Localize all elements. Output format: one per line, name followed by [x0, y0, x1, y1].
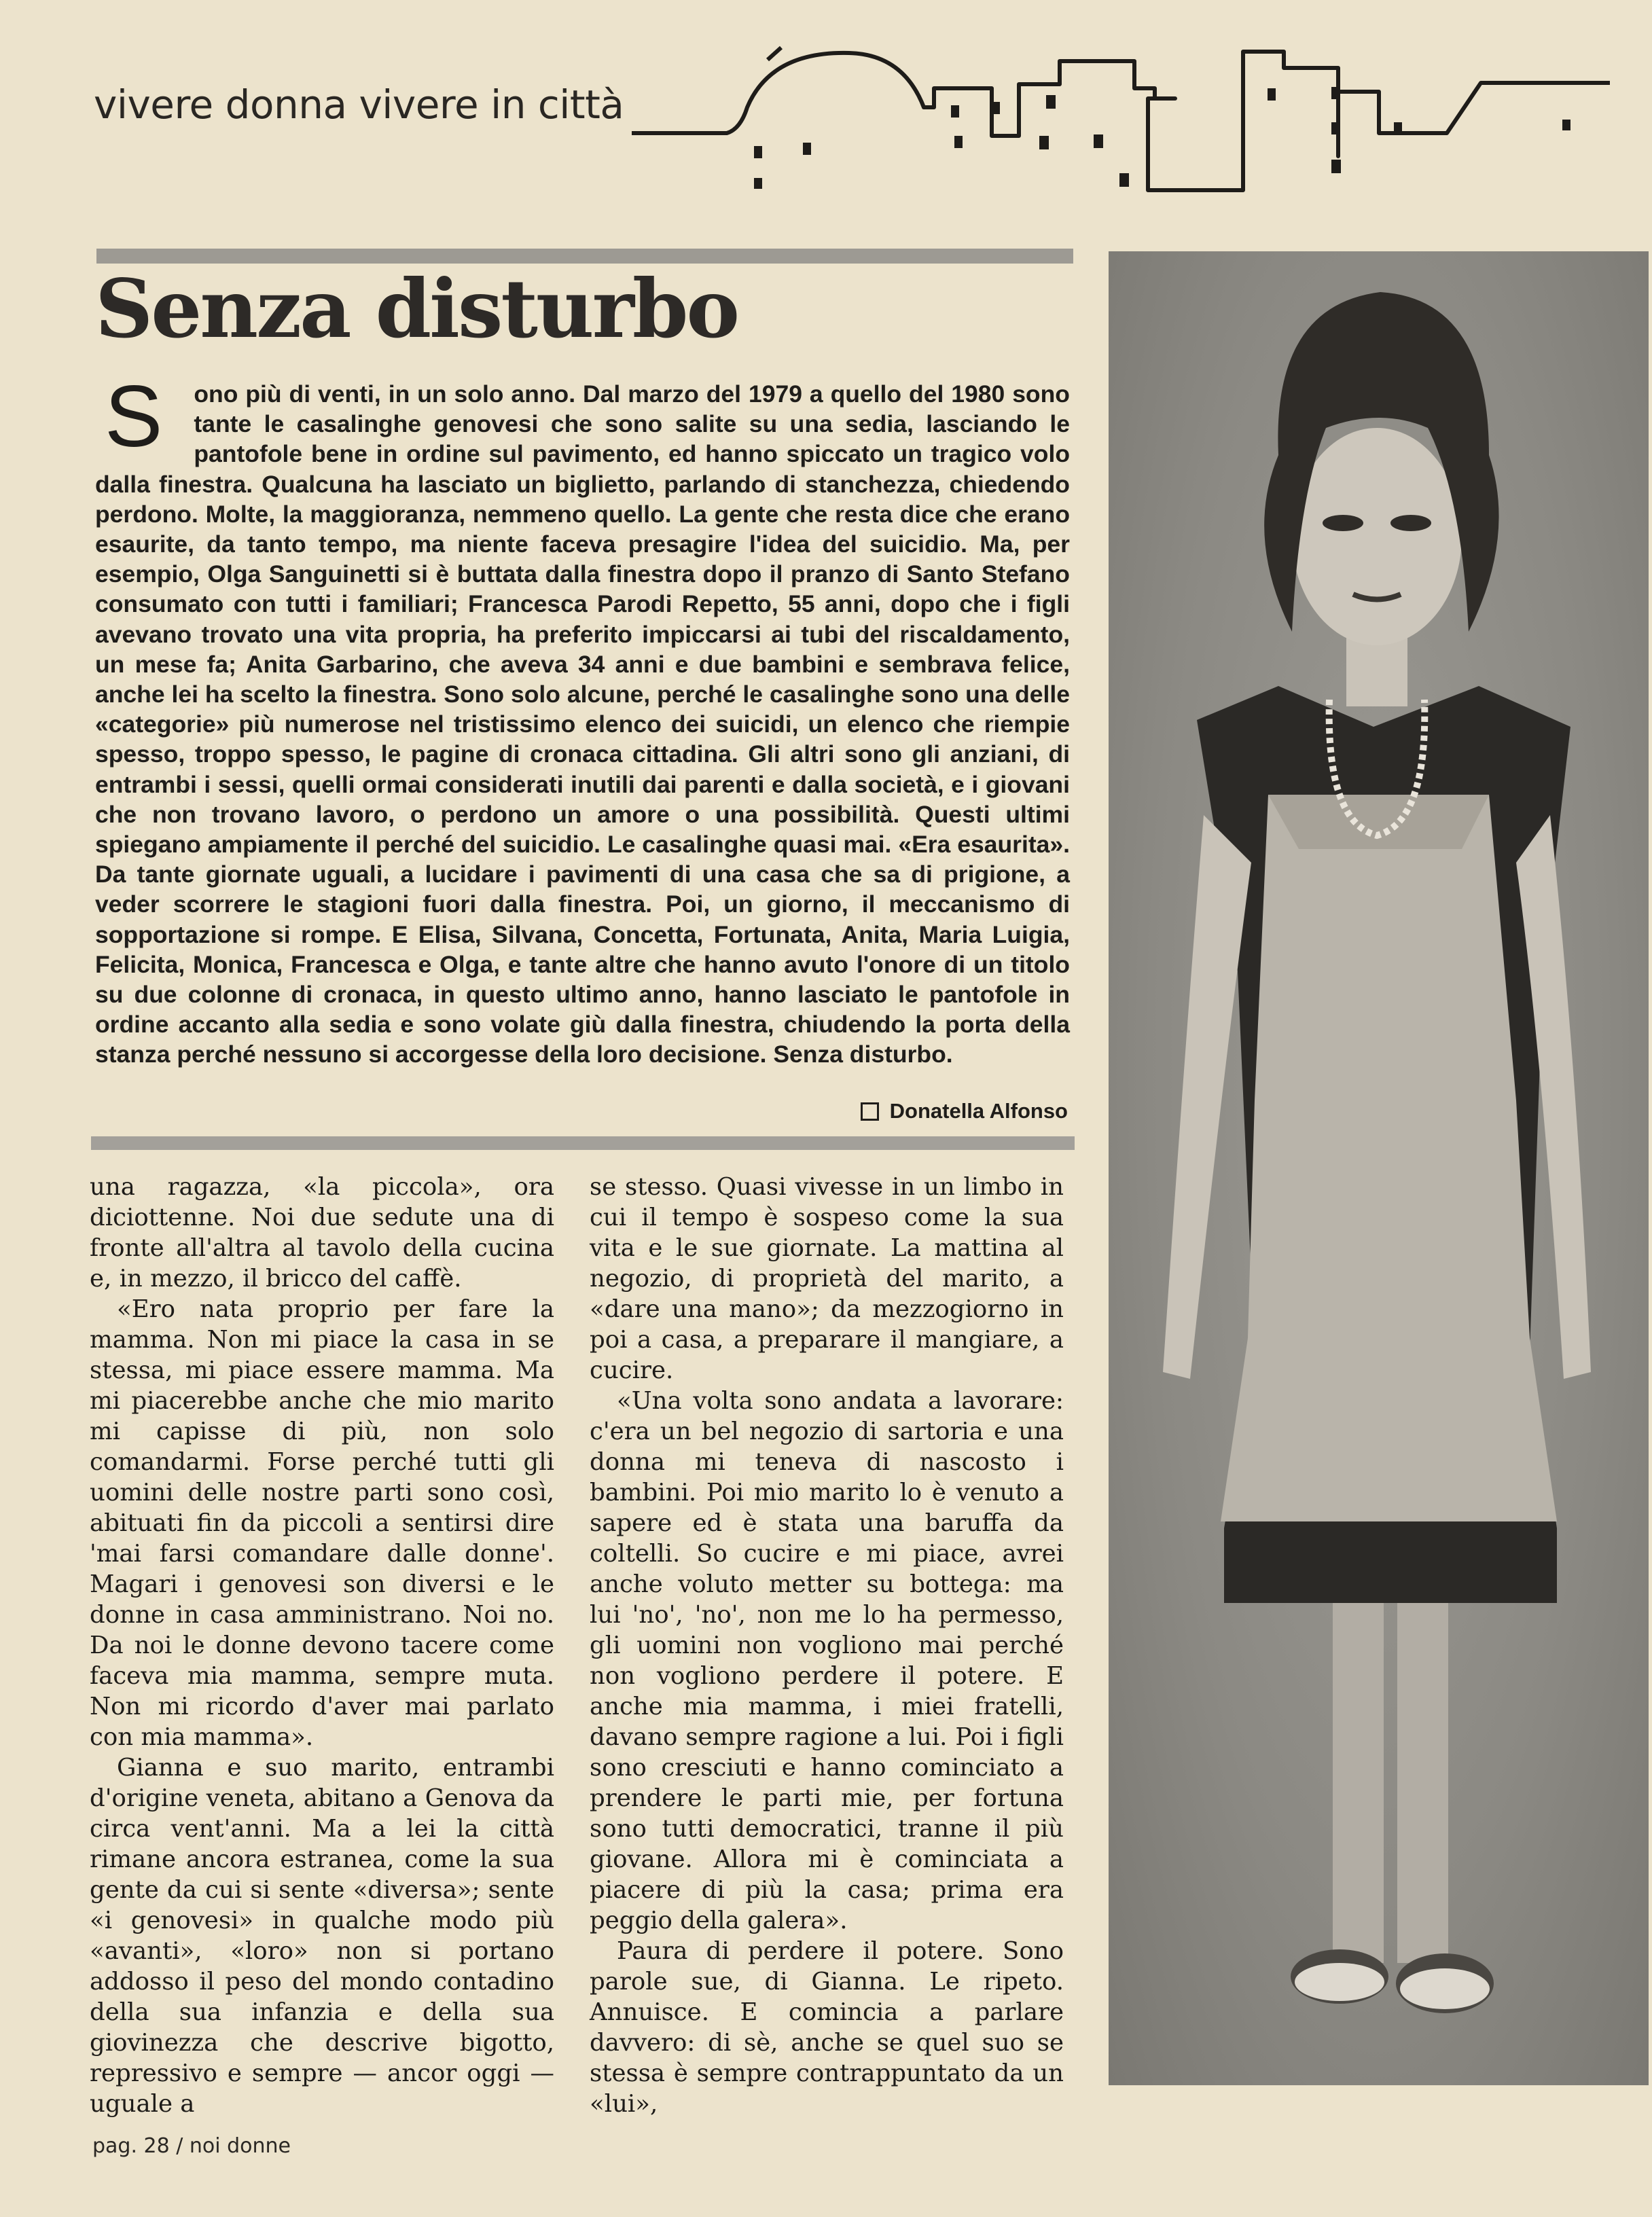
article-intro [95, 368, 1070, 1070]
body-column-1 [90, 1172, 554, 2119]
author-byline [861, 1099, 1068, 1123]
middle-divider [91, 1136, 1075, 1150]
paragraph: se stesso. Quasi vivesse in un limbo in cui il tempo è sospeso come la sua vita e le sue giornate. La mattina al negozio, di proprietà del marito, a «dare una mano»; da mezzogiorno in poi a casa, a preparare il mangiare, a cucire. [590, 1173, 1064, 1384]
intro-text: ono più di venti, in un solo anno. Dal marzo del 1979 a quello del 1980 sono tante le casalinghe genovesi che sono salite su una sedia, lasciando le pantofole bene in ordine sul pavimento, ed hanno spiccato un tragico volo dalla finestra. Qualcuna ha lasciato un biglietto, parlando di stanchezza, chiedendo perdono. Molte, la maggioranza, nemmeno quello. La gente che resta dice che erano esaurite, da tanto tempo, ma niente faceva presagire l'idea del suicidio. Ma, per esempio, Olga Sanguinetti si è buttata dalla finestra dopo il pranzo di Santo Stefano consumato con tutti i familiari; Francesca Parodi Repetto, 55 anni, dopo che i figli avevano trovato una vita propria, ha preferito impiccarsi ai tubi del riscaldamento, un mese fa; Anita Garbarino, che aveva 34 anni e due bambini e sembrava felice, anche lei ha scelto la finestra. Sono solo alcune, perché le casalinghe sono una delle «categorie» più numerose nel tristissimo elenco dei suicidi, un elenco che riempie spesso, troppo spesso, le pagine di cronaca cittadina. Gli altri sono gli anziani, di entrambi i sessi, quelli ormai considerati inutili dai parenti e dalla società, e i giovani che non trovano lavoro, o perdono un amore o una possibilità. Questi ultimi spiegano ampiamente il perché del suicidio. Le casalinghe quasi mai. «Era esaurita». Da tante giornate uguali, a lucidare i pavimenti di una casa che sa di prigione, a veder scorrere le stagioni fuori dalla finestra. Poi, un giorno, il meccanismo di sopportazione si rompe. E Elisa, Silvana, Concetta, Fortunata, Anita, Maria Luigia, Felicita, Monica, Francesca e Olga, e tante altre che hanno avuto l'onore di un titolo su due colonne di cronaca, in questo ultimo anno, hanno lasciato le pantofole in ordine accanto alla sedia e sono volate giù dalla finestra, chiudendo la porta della stanza perché nessuno si accorgesse della loro decisione. Senza disturbo. [95, 380, 1070, 1068]
paragraph: una ragazza, «la piccola», ora diciottenne. Noi due sedute una di fronte all'altra al tavolo della cucina e, in mezzo, il bricco del caffè. [90, 1173, 554, 1293]
article-headline: Senza disturbo [95, 262, 738, 356]
author-name: Donatella Alfonso [889, 1099, 1068, 1123]
page-footer: pag. 28 / noi donne [92, 2134, 291, 2158]
city-skyline-logo [632, 27, 1610, 204]
paragraph: «Ero nata proprio per fare la mamma. Non mi piace la casa in se stessa, mi piace essere mamma. Ma mi piacerebbe anche che mio marito mi capisse di più, non solo comandarmi. Forse perché tutti gli uomini delle nostre parti sono così, abituati fin da piccoli a sentirsi dire 'mai farsi comandare dalle donne'. Magari i genovesi son diversi e le donne in casa amministrano. Noi no. Da noi le donne devono tacere come faceva mia mamma, sempre muta. Non mi ricordo d'aver mai parlato con mia mamma». [90, 1295, 554, 1751]
woman-in-apron-photo [1109, 251, 1649, 2085]
section-title: vivere donna vivere in città [94, 82, 624, 128]
paragraph: «Una volta sono andata a lavorare: c'era un bel negozio di sartoria e una donna mi teneva di nascosto i bambini. Poi mio marito lo è venuto a sapere ed è stata una baruffa da coltelli. So cucire e mi piace, avrei anche voluto metter su bottega: ma lui 'no', 'no', non me lo ha permesso, gli uomini non vogliono mai perché non vogliono perdere il potere. E anche mia mamma, i miei fratelli, davano sempre ragione a lui. Poi i figli sono cresciuti e hanno cominciato a prendere le parti mie, per fortuna sono tutti democratici, tranne il più giovane. Allora mi è cominciata a piacere di più la casa; prima era peggio della galera». [590, 1387, 1064, 1934]
drop-cap: S [105, 368, 163, 465]
paragraph: Gianna e suo marito, entrambi d'origine veneta, abitano a Genova da circa vent'anni. Ma a lei la città rimane ancora estranea, come la sua gente da cui si sente «diversa»; sente «i genovesi» in qualche modo più «avanti», «loro» non si portano addosso il peso del mondo contadino della sua infanzia e della sua giovinezza che descrive bigotto, repressivo e sempre — ancor oggi — uguale a [90, 1754, 554, 2118]
square-bullet-icon [861, 1102, 879, 1121]
body-column-2 [590, 1172, 1064, 2119]
paragraph: Paura di perdere il potere. Sono parole sue, di Gianna. Le ripeto. Annuisce. E comincia a parlare davvero: di sè, anche se quel suo se stessa è sempre contrappuntato da un «lui», [590, 1937, 1064, 2118]
